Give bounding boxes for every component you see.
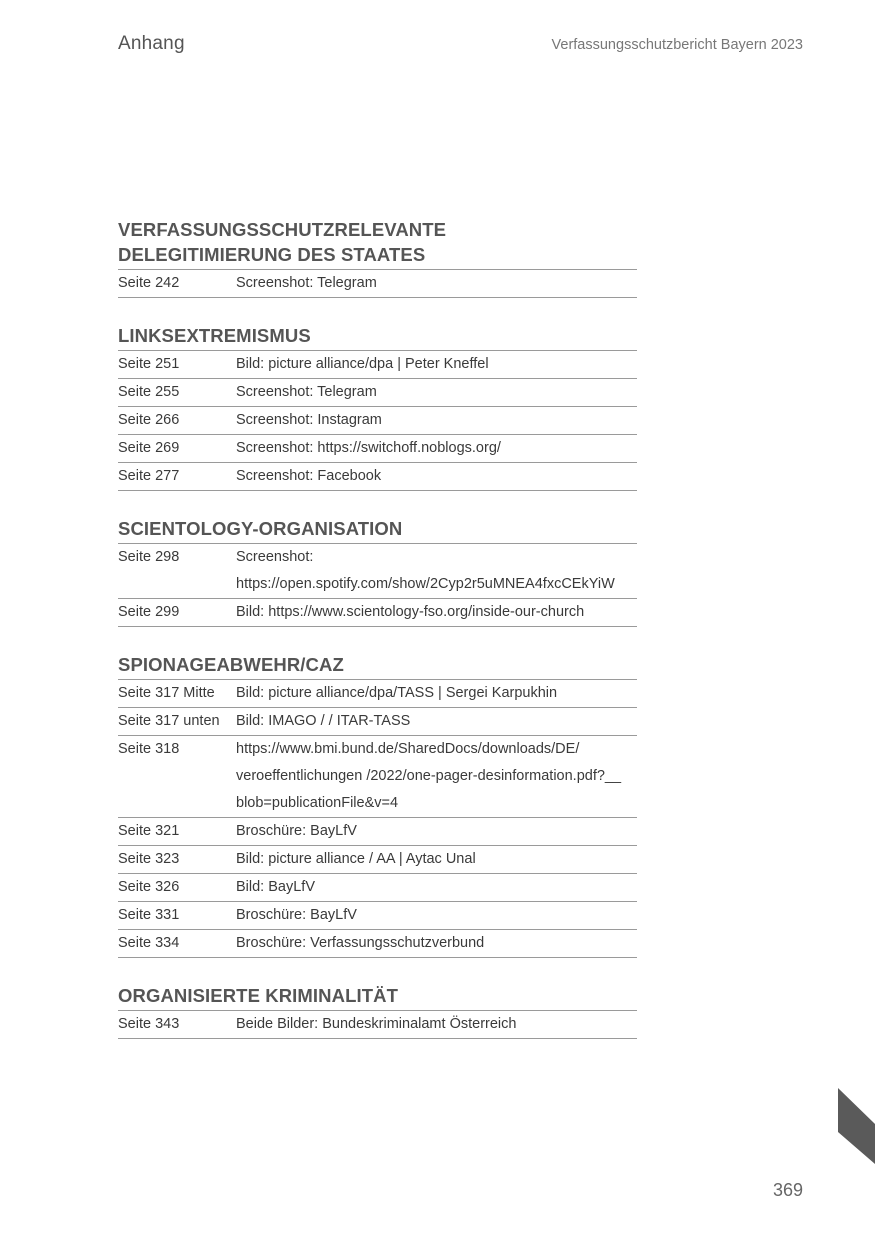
credit-page-reference: Seite 317 Mitte (118, 685, 215, 701)
section-title-line: SPIONAGEABWEHR/CAZ (118, 654, 344, 675)
credit-source (236, 680, 637, 707)
credit-source-line: https://open.spotify.com/show/2Cyp2r5uMNEA4fxcCEkYiW (236, 576, 615, 592)
section-title (118, 652, 637, 680)
credit-source-line: Bild: https://www.scientology-fso.org/inside-our-church (236, 604, 585, 620)
credit-row (118, 846, 637, 874)
page-number: 369 (772, 1180, 803, 1200)
page-tab-marker (838, 1088, 875, 1164)
credit-page-reference: Seite 326 (118, 879, 180, 895)
credit-row (118, 1011, 637, 1039)
section-title-line: DELEGITIMIERUNG DES STAATES (118, 244, 426, 265)
credit-page-reference: Seite 266 (118, 412, 180, 428)
credit-row (118, 379, 637, 407)
credit-source (236, 902, 637, 929)
credit-page-reference: Seite 255 (118, 384, 180, 400)
credit-source (236, 351, 637, 378)
credit-row (118, 818, 637, 846)
credits-section (118, 983, 637, 1039)
credits-section (118, 652, 637, 958)
credit-page-reference: Seite 321 (118, 823, 180, 839)
credit-row (118, 599, 637, 627)
credit-source-line: Bild: IMAGO / / ITAR-TASS (236, 713, 411, 729)
credit-page-reference: Seite 317 unten (118, 713, 220, 729)
section-title-line: VERFASSUNGSSCHUTZRELEVANTE (118, 219, 447, 240)
credit-source-line: Bild: picture alliance / AA | Aytac Unal (236, 851, 476, 867)
section-title (118, 516, 637, 544)
section-title (118, 217, 637, 270)
section-title-line: LINKSEXTREMISMUS (118, 325, 311, 346)
credit-source-line: Screenshot: Telegram (236, 275, 377, 291)
credit-row (118, 270, 637, 298)
credit-page-reference: Seite 269 (118, 440, 180, 456)
section-title (118, 323, 637, 351)
credit-page-reference: Seite 242 (118, 275, 180, 291)
credit-row (118, 736, 637, 818)
credit-source-line: Screenshot: Facebook (236, 468, 382, 484)
credit-source (236, 544, 637, 598)
credit-source (236, 1011, 637, 1038)
credits-section (118, 516, 637, 627)
credit-row (118, 544, 637, 599)
credit-page-reference: Seite 334 (118, 935, 180, 951)
credit-row (118, 874, 637, 902)
credit-page-reference: Seite 343 (118, 1016, 180, 1032)
credit-source (236, 930, 637, 957)
credit-source (236, 270, 637, 297)
credit-source-line: Screenshot: Telegram (236, 384, 377, 400)
credit-page-reference: Seite 277 (118, 468, 180, 484)
credits-section (118, 217, 637, 298)
section-title-line: ORGANISIERTE KRIMINALITÄT (118, 985, 398, 1006)
credits-section (118, 323, 637, 491)
credit-source-line: Broschüre: BayLfV (236, 907, 357, 923)
credit-source (236, 435, 637, 462)
credit-source-line: https://www.bmi.bund.de/SharedDocs/downloads/DE/ (236, 741, 580, 757)
credit-source-line: blob=publicationFile&v=4 (236, 795, 399, 811)
credit-row (118, 680, 637, 708)
credit-row (118, 351, 637, 379)
credit-source-line: Broschüre: BayLfV (236, 823, 357, 839)
running-header-section: Anhang (118, 33, 185, 54)
credit-source-line: Broschüre: Verfassungsschutzverbund (236, 935, 485, 951)
credit-page-reference: Seite 251 (118, 356, 180, 372)
credit-page-reference: Seite 331 (118, 907, 180, 923)
credit-page-reference: Seite 298 (118, 549, 180, 565)
credit-source (236, 407, 637, 434)
credit-source-line: Bild: picture alliance/dpa/TASS | Sergei Karpukhin (236, 685, 558, 701)
credit-source-line: Bild: picture alliance/dpa | Peter Kneffel (236, 356, 489, 372)
section-title-line: SCIENTOLOGY-ORGANISATION (118, 518, 403, 539)
credit-row (118, 930, 637, 958)
credit-source-line: Screenshot: https://switchoff.noblogs.org/ (236, 440, 501, 456)
credits-list (118, 217, 637, 1064)
credit-source (236, 463, 637, 490)
credit-source (236, 818, 637, 845)
credit-source-line: Bild: BayLfV (236, 879, 315, 895)
credit-page-reference: Seite 299 (118, 604, 180, 620)
credit-page-reference: Seite 323 (118, 851, 180, 867)
credit-source (236, 599, 637, 626)
credit-source (236, 846, 637, 873)
credit-row (118, 902, 637, 930)
credit-row (118, 407, 637, 435)
credit-source-line: Screenshot: (236, 549, 314, 565)
section-title (118, 983, 637, 1011)
credit-source (236, 736, 637, 817)
credit-source (236, 379, 637, 406)
credit-row (118, 708, 637, 736)
credit-source (236, 708, 637, 735)
credit-source-line: Screenshot: Instagram (236, 412, 382, 428)
credit-source-line: veroeffentlichungen /2022/one-pager-desinformation.pdf?__ (236, 768, 622, 784)
running-header-title: Verfassungsschutzbericht Bayern 2023 (551, 37, 803, 53)
credit-row (118, 463, 637, 491)
credit-source (236, 874, 637, 901)
credit-source-line: Beide Bilder: Bundeskriminalamt Österreich (236, 1016, 517, 1032)
credit-page-reference: Seite 318 (118, 741, 180, 757)
credit-row (118, 435, 637, 463)
